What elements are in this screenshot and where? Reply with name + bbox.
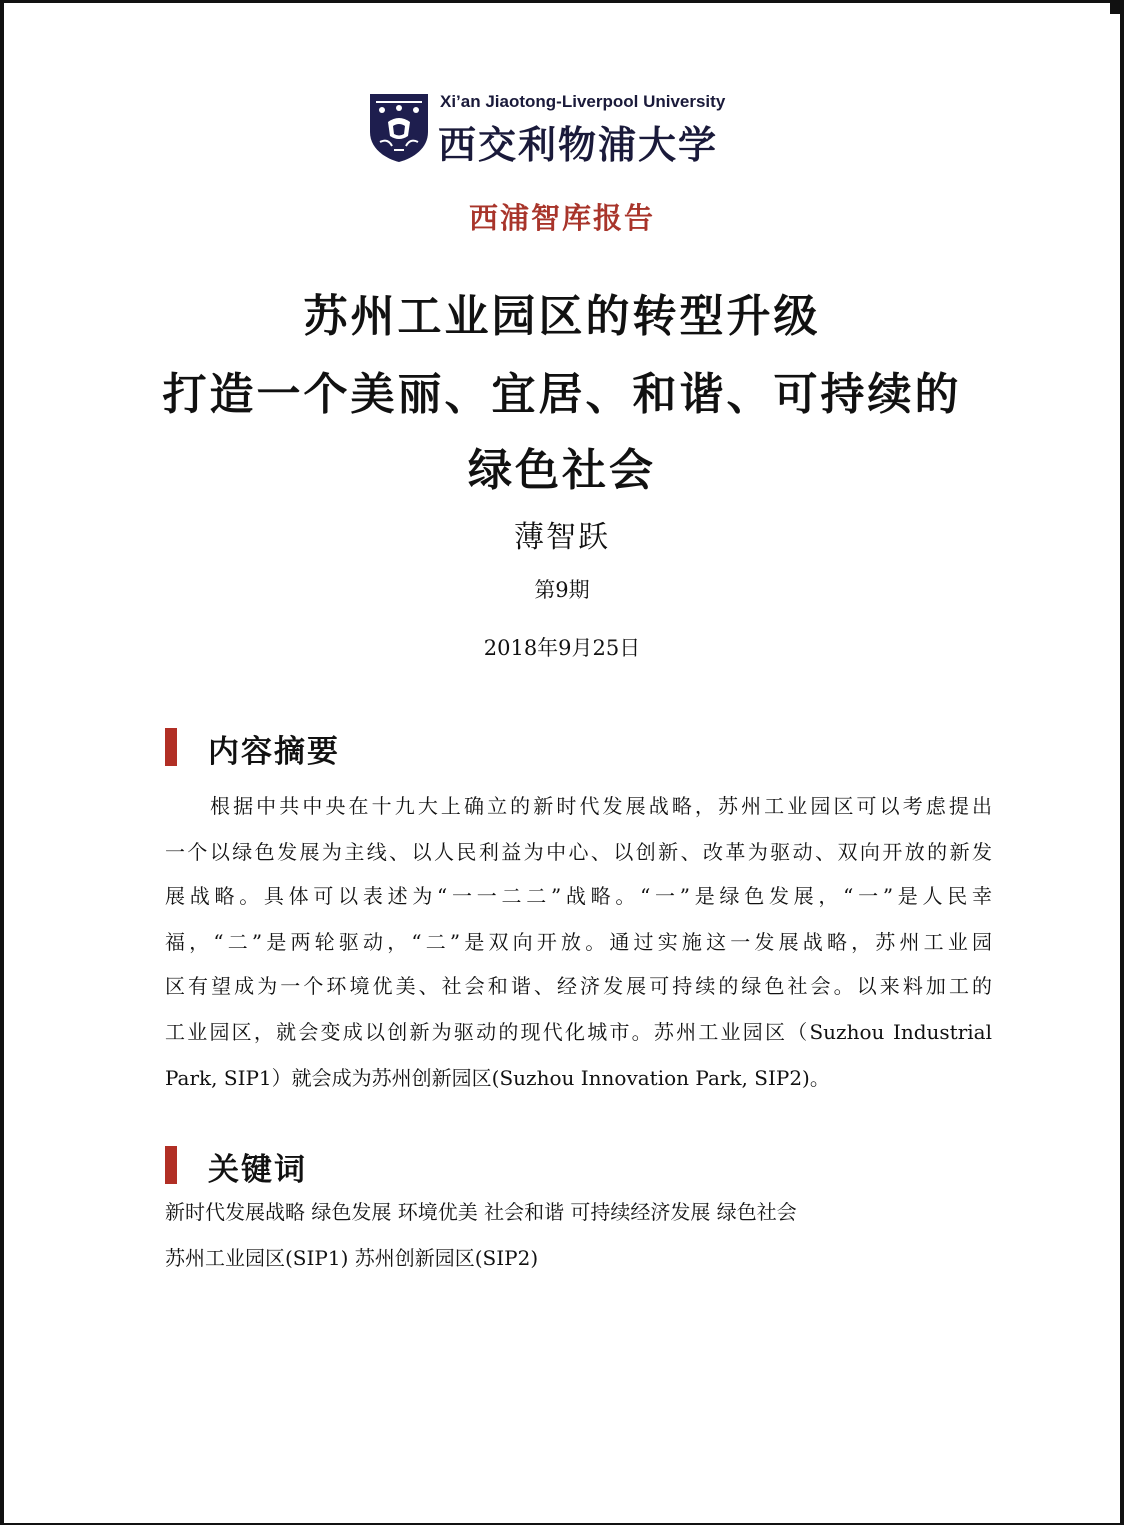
abstract-line: 展战略。具体可以表述为“一一二二”战略。“一”是绿色发展，“一”是人民幸: [165, 884, 992, 908]
publication-date: 2018年9月25日: [483, 636, 641, 660]
abstract-heading: 内容摘要: [208, 734, 340, 770]
abstract-line: 工业园区，就会变成以创新为驱动的现代化城市。苏州工业园区（Suzhou Industrial: [165, 1020, 992, 1044]
university-name-en: Xi’an Jiaotong-Liverpool University: [440, 92, 726, 111]
abstract-line: 区有望成为一个环境优美、社会和谐、经济发展可持续的绿色社会。以来料加工的: [165, 974, 992, 998]
issue-number: 第9期: [534, 578, 590, 602]
abstract-line: 根据中共中央在十九大上确立的新时代发展战略，苏州工业园区可以考虑提出: [210, 794, 992, 818]
university-crest-icon: [368, 92, 430, 164]
abstract-section-marker: [165, 728, 177, 766]
corner-mark: [1110, 0, 1124, 14]
title-line-1: 苏州工业园区的转型升级: [303, 291, 821, 342]
abstract-line: Park, SIP1）就会成为苏州创新园区(Suzhou Innovation Park, SIP2)。: [165, 1066, 830, 1090]
keywords-line: 新时代发展战略 绿色发展 环境优美 社会和谐 可持续经济发展 绿色社会: [165, 1200, 797, 1224]
keywords-heading: 关键词: [208, 1152, 307, 1188]
author: 薄智跃: [514, 520, 610, 555]
abstract-line: 福，“二”是两轮驱动，“二”是双向开放。通过实施这一发展战略，苏州工业园: [165, 930, 992, 954]
keywords-line: 苏州工业园区(SIP1) 苏州创新园区(SIP2): [165, 1246, 539, 1270]
abstract-line: 一个以绿色发展为主线、以人民利益为中心、以创新、改革为驱动、双向开放的新发: [165, 840, 992, 864]
series-title: 西浦智库报告: [468, 201, 655, 235]
university-logo: [368, 92, 768, 168]
keywords-section-marker: [165, 1146, 177, 1184]
title-line-2: 打造一个美丽、宜居、和谐、可持续的: [162, 369, 962, 420]
university-name-cn: 西交利物浦大学: [438, 122, 719, 167]
title-line-3: 绿色社会: [468, 445, 656, 496]
